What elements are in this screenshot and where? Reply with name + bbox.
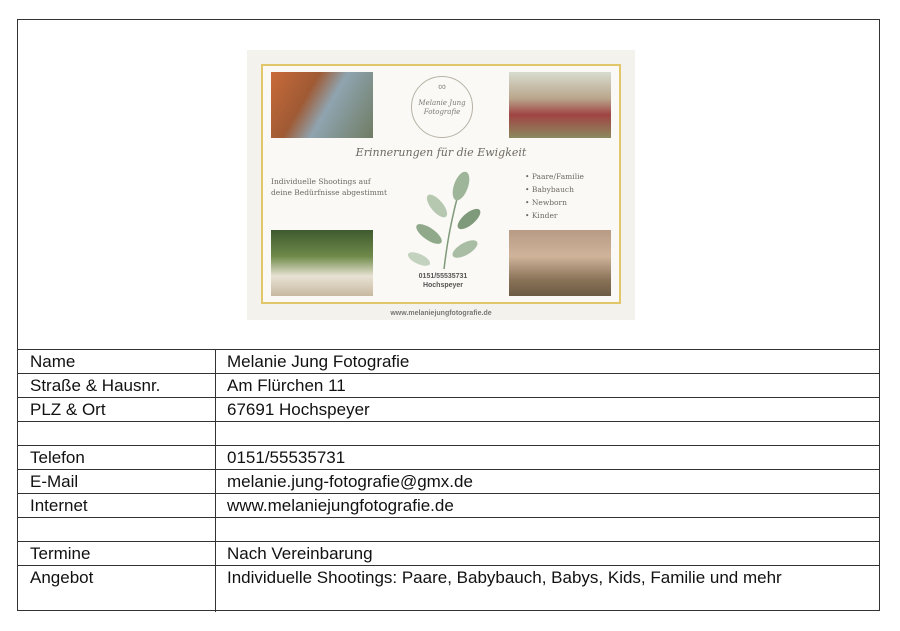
flyer-slogan: Erinnerungen für die Ewigkeit: [355, 146, 527, 159]
row-value: 67691 Hochspeyer: [227, 400, 370, 419]
row-label: Internet: [30, 496, 88, 515]
services-list: [525, 170, 584, 222]
table-row: [18, 422, 879, 446]
row-label: E-Mail: [30, 472, 79, 491]
table-row: [18, 542, 879, 566]
row-value: Individuelle Shootings: Paare, Babybauch, Babys, Kids, Familie und mehr: [227, 568, 782, 587]
row-label: Telefon: [30, 448, 85, 467]
row-label: PLZ & Ort: [30, 400, 106, 419]
table-row: [18, 566, 879, 614]
info-table: [17, 19, 880, 611]
photo-newborn: [509, 230, 611, 296]
logo: [411, 76, 473, 138]
row-label: Name: [30, 352, 76, 371]
table-row: [18, 446, 879, 470]
row-value: Am Flürchen 11: [227, 376, 346, 395]
flyer-phone: 0151/55535731: [418, 273, 468, 280]
flyer-contact: [413, 272, 473, 290]
logo-name: Melanie Jung: [418, 99, 466, 107]
logo-subtitle: Fotografie: [423, 108, 461, 116]
photo-family: [509, 72, 611, 138]
flyer-frame: [261, 64, 621, 304]
service-item: • Babybauch: [525, 183, 584, 196]
row-value: 0151/55535731: [227, 448, 346, 467]
table-row: [18, 398, 879, 422]
flyer-image-cell: [18, 20, 879, 350]
row-value: Melanie Jung Fotografie: [227, 352, 410, 371]
flyer-image: [247, 50, 635, 320]
table-row: [18, 374, 879, 398]
photo-maternity: [271, 230, 373, 296]
row-label: Straße & Hausnr.: [30, 376, 161, 395]
table-row: [18, 350, 879, 374]
service-item: • Kinder: [525, 209, 584, 222]
row-value: melanie.jung-fotografie@gmx.de: [227, 472, 473, 491]
service-item: • Newborn: [525, 196, 584, 209]
photo-couple: [271, 72, 373, 138]
table-row: [18, 470, 879, 494]
flyer-url: www.melaniejungfotografie.de: [390, 310, 492, 317]
table-row: [18, 518, 879, 542]
row-value: www.melaniejungfotografie.de: [227, 496, 454, 515]
infinity-icon: ∞: [438, 81, 446, 93]
row-value: Nach Vereinbarung: [227, 544, 373, 563]
flyer-intro: Individuelle Shootings auf deine Bedürfnisse abgestimmt: [271, 177, 387, 197]
flyer-city: Hochspeyer: [422, 282, 464, 289]
table-row: [18, 494, 879, 518]
column-divider: [215, 350, 216, 612]
service-item: • Paare/Familie: [525, 170, 584, 183]
row-label: Angebot: [30, 568, 94, 587]
row-label: Termine: [30, 544, 91, 563]
leaf-icon: [389, 164, 499, 274]
